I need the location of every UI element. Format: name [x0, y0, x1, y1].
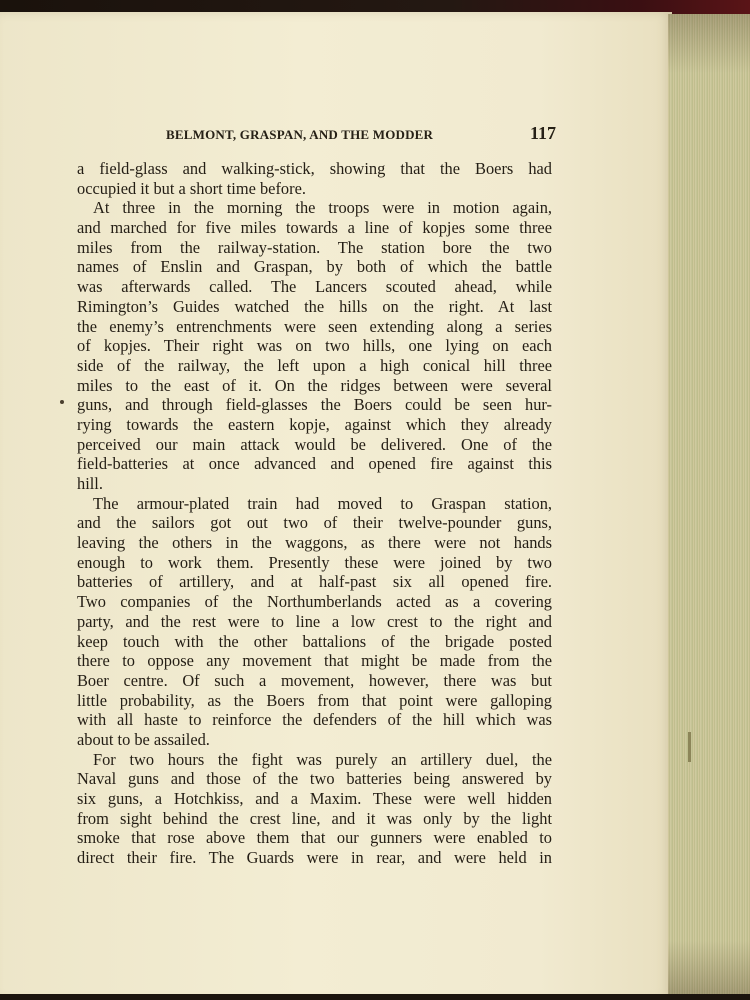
text-line: Two companies of the Northumberlands acted as a covering	[77, 592, 552, 612]
text-line: side of the railway, the left upon a high conical hill three	[77, 355, 552, 375]
text-line: At three in the morning the troops were in motion again,	[93, 198, 552, 218]
edge-mark	[688, 732, 691, 762]
text-line: from sight behind the crest line, and it was only by the light	[77, 808, 552, 828]
book-page	[0, 12, 672, 1000]
stray-ink-mark	[60, 400, 64, 404]
text-line: perceived our main attack would be delivered. One of the	[77, 434, 552, 454]
text-line: The armour-plated train had moved to Graspan station,	[93, 493, 552, 513]
text-line: and the sailors got out two of their twelve-pounder guns,	[77, 513, 552, 533]
text-line: about to be assailed.	[77, 729, 210, 749]
text-line: the enemy’s entrenchments were seen extending along a series	[77, 316, 552, 336]
text-line: Naval guns and those of the two batteries being answered by	[77, 769, 552, 789]
text-line: party, and the rest were to line a low crest to the right and	[77, 611, 552, 631]
text-line: little probability, as the Boers from that point were galloping	[77, 690, 552, 710]
body-text	[77, 159, 552, 868]
text-line: miles to the east of it. On the ridges between were several	[77, 375, 552, 395]
text-line: there to oppose any movement that might be made from the	[77, 651, 552, 671]
text-line: miles from the railway-station. The station bore the two	[77, 237, 552, 257]
text-line: leaving the others in the waggons, as there were not hands	[77, 533, 552, 553]
text-line: a field-glass and walking-stick, showing that the Boers had	[77, 159, 552, 178]
text-line: was afterwards called. The Lancers scouted ahead, while	[77, 277, 552, 297]
scan-bottom-border	[0, 994, 750, 1000]
text-line: rying towards the eastern kopje, against which they already	[77, 414, 552, 434]
running-head	[166, 123, 556, 147]
page-number: 117	[529, 123, 556, 143]
text-line: direct their fire. The Guards were in rear, and were held in	[77, 848, 552, 868]
text-line: hill.	[77, 474, 103, 493]
text-line: field-batteries at once advanced and opened fire against this	[77, 454, 552, 474]
page-edges	[668, 14, 750, 1000]
text-line: smoke that rose above them that our gunners were enabled to	[77, 828, 552, 848]
text-line: six guns, a Hotchkiss, and a Maxim. These were well hidden	[77, 789, 552, 808]
text-line: keep touch with the other battalions of the brigade posted	[77, 631, 552, 651]
running-head-title: BELMONT, GRASPAN, AND THE MODDER	[166, 127, 434, 142]
text-line: and marched for five miles towards a line of kopjes some three	[77, 218, 552, 238]
text-line: enough to work them. Presently these were joined by two	[77, 552, 552, 572]
text-line: batteries of artillery, and at half-past six all opened fire.	[77, 572, 552, 592]
text-line: with all haste to reinforce the defenders of the hill which was	[77, 710, 552, 730]
text-line: Boer centre. Of such a movement, however, there was but	[77, 670, 552, 690]
text-line: Rimington’s Guides watched the hills on the right. At last	[77, 296, 552, 316]
text-line: guns, and through field-glasses the Boers could be seen hur-	[77, 395, 552, 415]
text-line: of kopjes. Their right was on two hills, one lying on each	[77, 336, 552, 356]
text-line: occupied it but a short time before.	[77, 178, 306, 198]
text-line: For two hours the fight was purely an artillery duel, the	[93, 749, 552, 769]
text-line: names of Enslin and Graspan, by both of which the battle	[77, 257, 552, 277]
